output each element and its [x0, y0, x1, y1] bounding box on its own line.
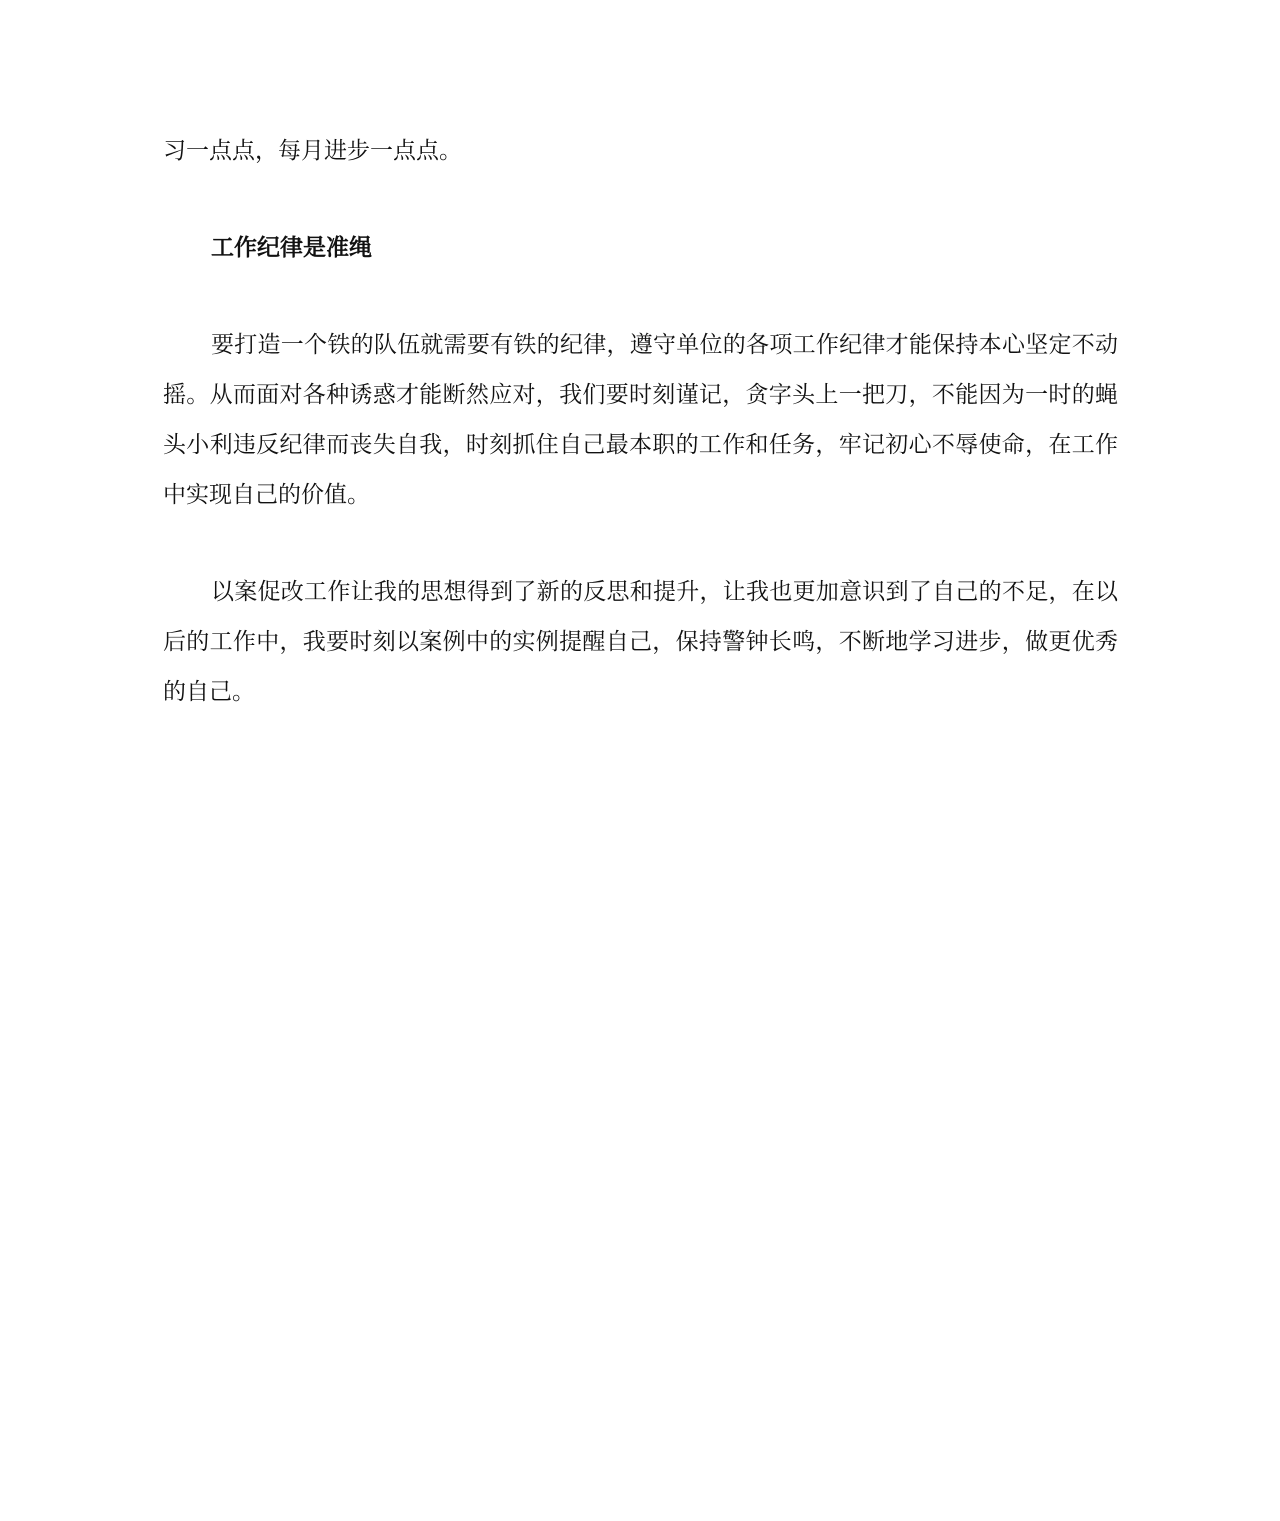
section-heading: 工作纪律是准绳	[211, 235, 372, 261]
paragraph-discipline: 要打造一个铁的队伍就需要有铁的纪律，遵守单位的各项工作纪律才能保持本心坚定不动摇。从而面对各种诱惑才能断然应对，我们要时刻谨记，贪字头上一把刀，不能因为一时的蝇头小利违反纪律而丧失自我，时刻抓住自己最本职的工作和任务，牢记初心不辱使命，在工作中实现自己的价值。	[163, 332, 1118, 508]
continued-paragraph-text: 习一点点，每月进步一点点。	[163, 138, 462, 164]
document-page	[163, 126, 1118, 764]
paragraph-reflection: 以案促改工作让我的思想得到了新的反思和提升，让我也更加意识到了自己的不足，在以后的工作中，我要时刻以案例中的实例提醒自己，保持警钟长鸣，不断地学习进步，做更优秀的自己。	[163, 579, 1118, 705]
